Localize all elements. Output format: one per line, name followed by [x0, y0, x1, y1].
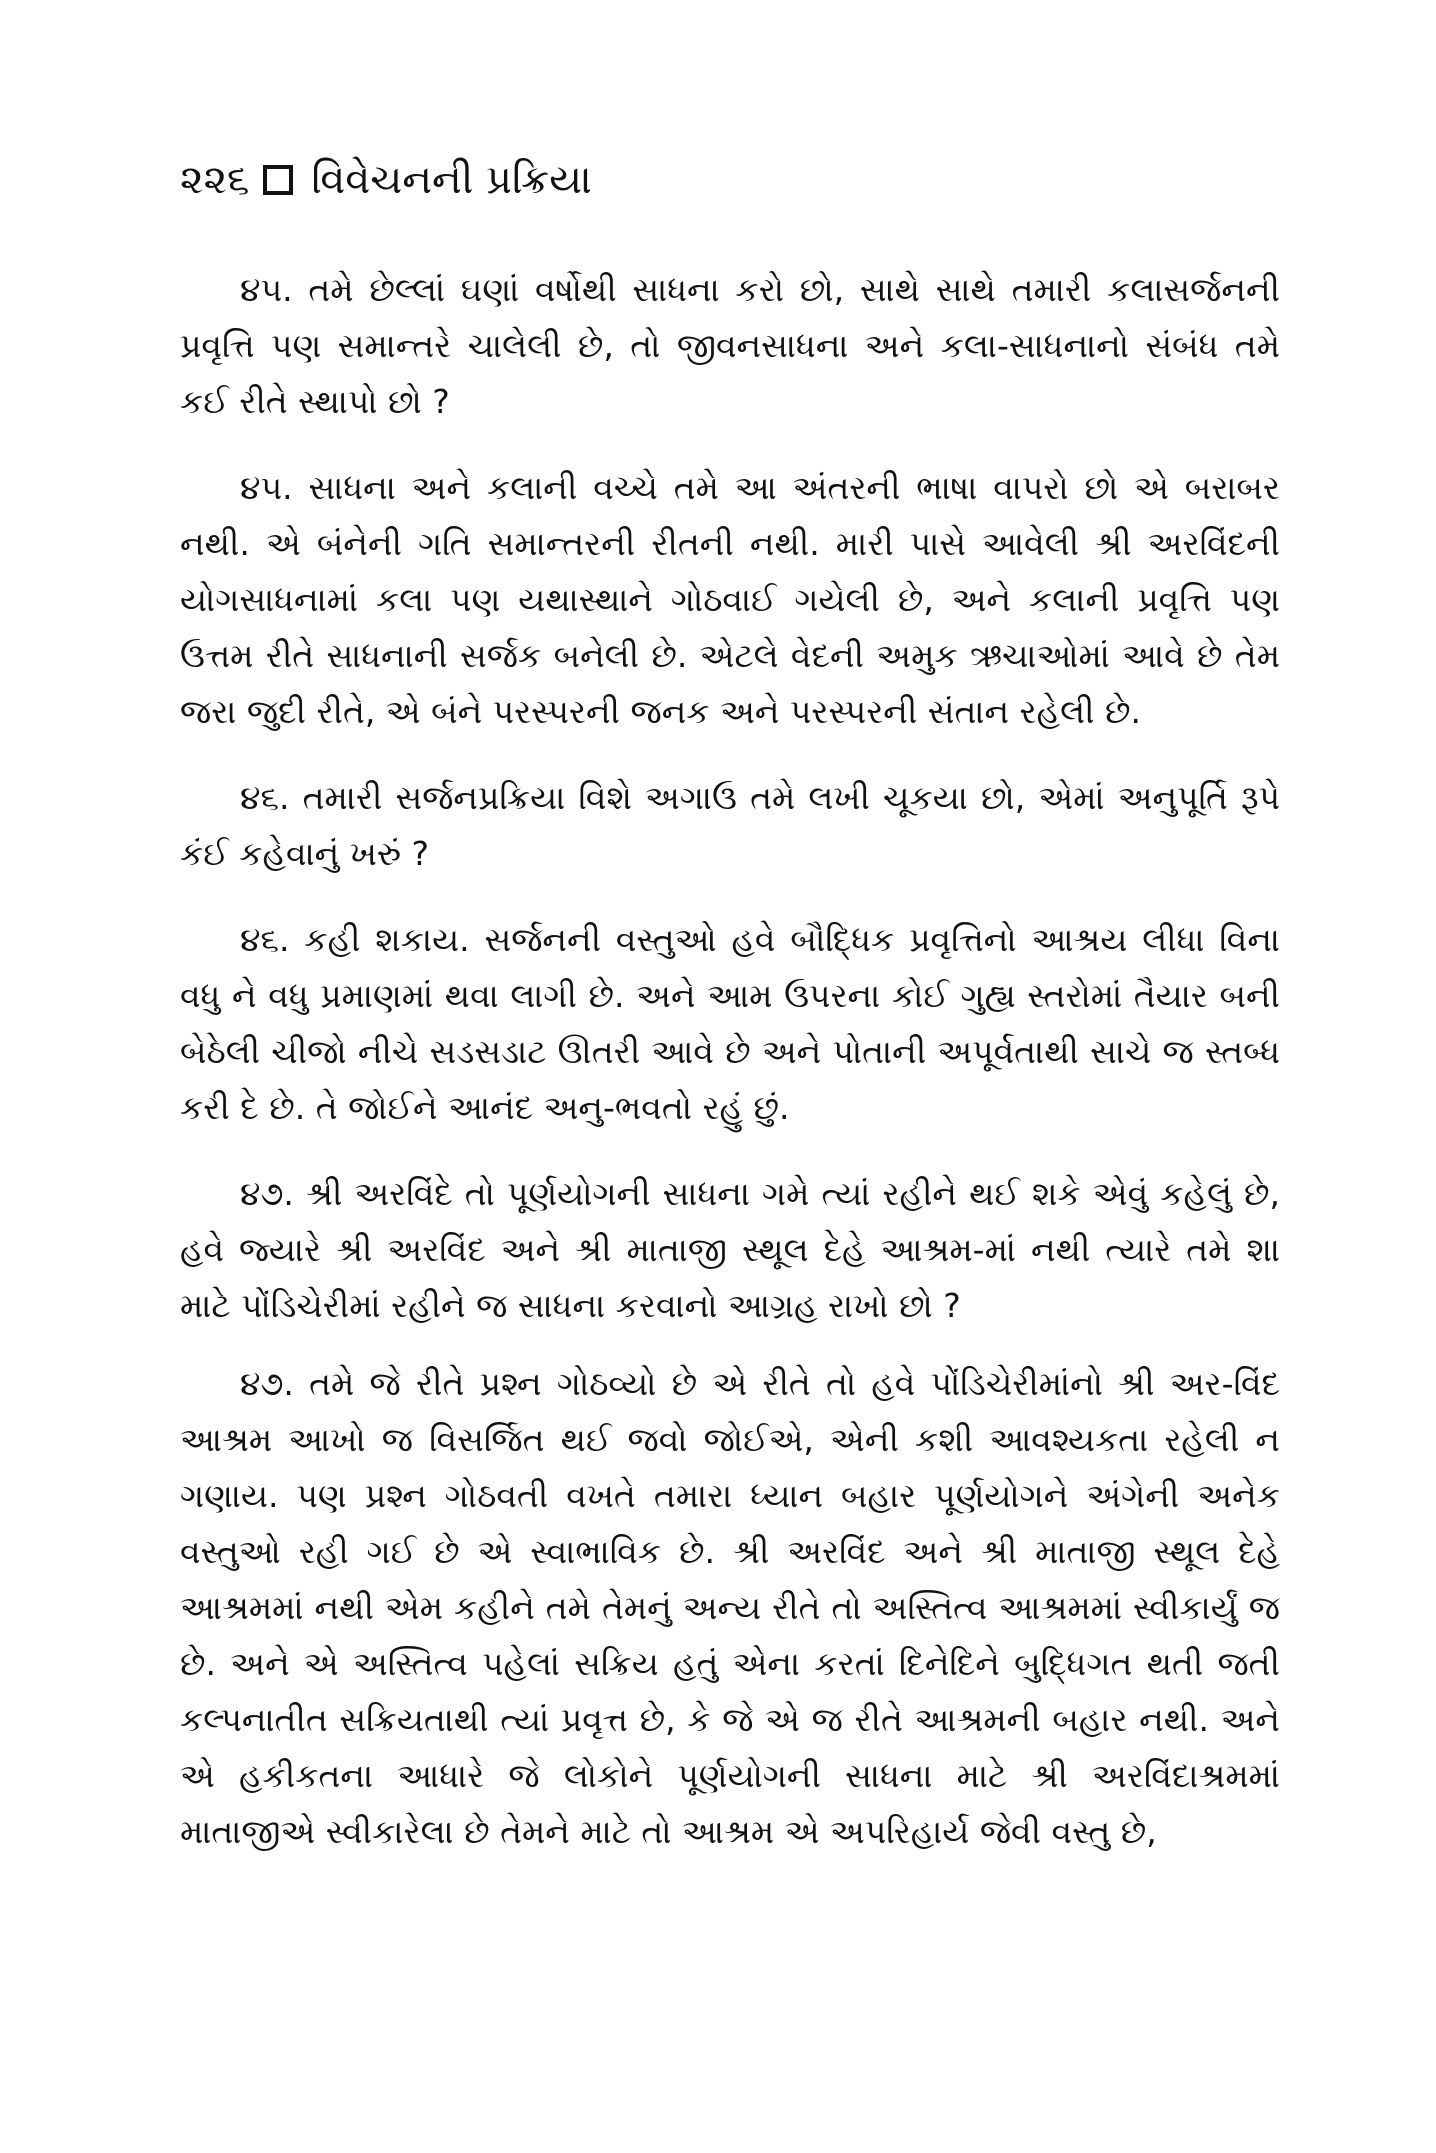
- running-title: વિવેચનની પ્રક્રિયા: [311, 157, 592, 203]
- answer-45: ૪૫. સાધના અને કલાની વચ્ચે તમે આ અંતરની ભાષા વાપરો છો એ બરાબર નથી. એ બંનેની ગતિ સમાન્તરની રીતની નથી. મારી પાસે આવેલી શ્રી અરવિંદની યોગસાધનામાં કલા પણ યથાસ્થાને ગોઠવાઈ ગયેલી છે, અને કલાની પ્રવૃત્તિ પણ ઉત્તમ રીતે સાધનાની સર્જક બનેલી છે. એટલે વેદની અમુક ઋચાઓમાં આવે છે તેમ જરા જુદી રીતે, એ બંને પરસ્પરની જનક અને પરસ્પરની સંતાન રહેલી છે.: [180, 468, 1280, 731]
- page-number: ૨૨૬: [180, 157, 250, 203]
- running-head: [180, 150, 1280, 210]
- book-page: [180, 150, 1280, 2100]
- answer-47: ૪૭. તમે જે રીતે પ્રશ્ન ગોઠવ્યો છે એ રીતે તો હવે પોંડિચેરીમાંનો શ્રી અર-વિંદ આશ્રમ આખો જ વિસર્જિત થઈ જવો જોઈએ, એની કશી આવશ્યકતા રહેલી ન ગણાય. પણ પ્રશ્ન ગોઠવતી વખતે તમારા ધ્યાન બહાર પૂર્ણયોગને અંગેની અનેક વસ્તુઓ રહી ગઈ છે એ સ્વાભાવિક છે. શ્રી અરવિંદ અને શ્રી માતાજી સ્થૂલ દેહે આશ્રમમાં નથી એમ કહીને તમે તેમનું અન્ય રીતે તો અસ્તિત્વ આશ્રમમાં સ્વીકાર્યું જ છે. અને એ અસ્તિત્વ પહેલાં સક્રિય હતું એના કરતાં દિનેદિને બુદ્ધિગત થતી જતી કલ્પનાતીત સક્રિયતાથી ત્યાં પ્રવૃત્ત છે, કે જે એ જ રીતે આશ્રમની બહાર નથી. અને એ હકીકતના આધારે જે લોકોને પૂર્ણયોગની સાધના માટે શ્રી અરવિંદાશ્રમમાં માતાજીએ સ્વીકારેલા છે તેમને માટે તો આશ્રમ એ અપરિહાર્ય જેવી વસ્તુ છે,: [180, 1364, 1280, 1851]
- box-ornament-icon: [263, 165, 293, 195]
- question-47: ૪૭. શ્રી અરવિંદે તો પૂર્ણયોગની સાધના ગમે ત્યાં રહીને થઈ શકે એવું કહેલું છે, હવે જ્યારે શ્રી અરવિંદ અને શ્રી માતાજી સ્થૂલ દેહે આશ્રમ-માં નથી ત્યારે તમે શા માટે પોંડિચેરીમાં રહીને જ સાધના કરવાનો આગ્રહ રાખો છો ?: [180, 1174, 1280, 1325]
- question-46: ૪૬. તમારી સર્જનપ્રક્રિયા વિશે અગાઉ તમે લખી ચૂકયા છો, એમાં અનુપૂર્તિ રૂપે કંઈ કહેવાનું ખરું ?: [180, 778, 1280, 873]
- question-45: ૪૫. તમે છેલ્લાં ઘણાં વર્ષોથી સાધના કરો છો, સાથે સાથે તમારી કલાસર્જનની પ્રવૃત્તિ પણ સમાન્તરે ચાલેલી છે, તો જીવનસાધના અને કલા-સાધનાનો સંબંધ તમે કઈ રીતે સ્થાપો છો ?: [180, 270, 1280, 421]
- answer-46: ૪૬. કહી શકાય. સર્જનની વસ્તુઓ હવે બૌદ્ધિક પ્રવૃત્તિનો આશ્રય લીધા વિના વધુ ને વધુ પ્રમાણમાં થવા લાગી છે. અને આમ ઉપરના કોઈ ગુહ્ય સ્તરોમાં તૈયાર બની બેઠેલી ચીજો નીચે સડસડાટ ઊતરી આવે છે અને પોતાની અપૂર્વતાથી સાચે જ સ્તબ્ધ કરી દે છે. તે જોઈને આનંદ અનુ-ભવતો રહું છું.: [180, 920, 1280, 1127]
